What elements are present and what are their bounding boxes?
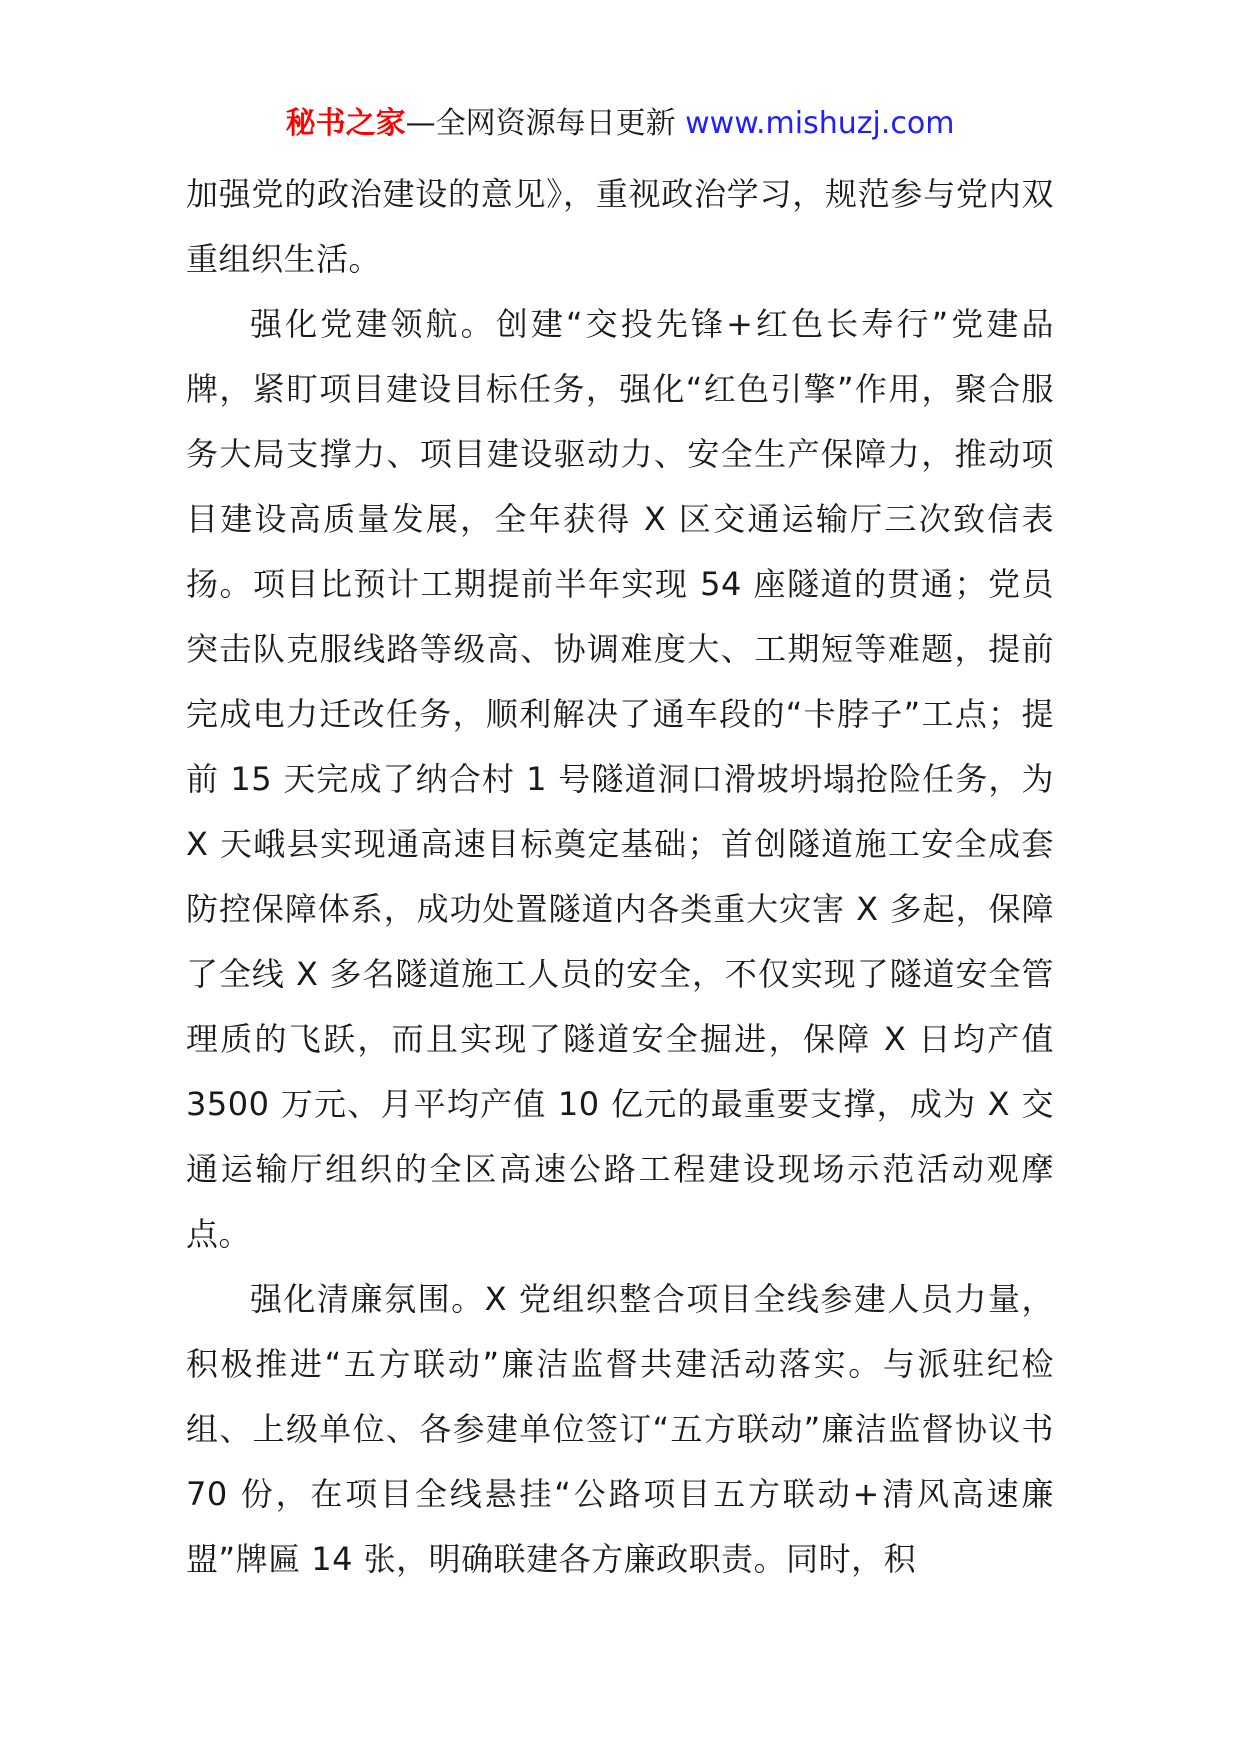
paragraph-party-building: 强化党建领航。创建“交投先锋+红色长寿行”党建品牌，紧盯项目建设目标任务，强化“红色引擎”作用，聚合服务大局支撑力、项目建设驱动力、安全生产保障力，推动项目建设高质量发展，全年获得 X 区交通运输厅三次致信表扬。项目比预计工期提前半年实现 54 座隧道的贯通；党员突击队克服线路等级高、协调难度大、工期短等难题，提前完成电力迁改任务，顺利解决了通车段的“卡脖子”工点；提前 15 天完成了纳合村 1 号隧道洞口滑坡坍塌抢险任务，为 X 天峨县实现通高速目标奠定基础；首创隧道施工安全成套防控保障体系，成功处置隧道内各类重大灾害 X 多起，保障了全线 X 多名隧道施工人员的安全，不仅实现了隧道安全管理质的飞跃，而且实现了隧道安全掘进，保障 X 日均产值 3500 万元、月平均产值 10 亿元的最重要支撑，成为 X 交通运输厅组织的全区高速公路工程建设现场示范活动观摩点。 bbox=[186, 305, 1054, 1253]
site-url-link[interactable]: www.mishuzj.com bbox=[685, 106, 955, 141]
paragraph-integrity: 强化清廉氛围。X 党组织整合项目全线参建人员力量，积极推进“五方联动”廉洁监督共建活动落实。与派驻纪检组、上级单位、各参建单位签订“五方联动”廉洁监督协议书 70 份，在项目全线悬挂“公路项目五方联动+清风高速廉盟”牌匾 14 张，明确联建各方廉政职责。同时，积 bbox=[186, 1280, 1054, 1578]
paragraph-continuation: 加强党的政治建设的意见》，重视政治学习，规范参与党内双重组织生活。 bbox=[186, 175, 1054, 278]
document-body bbox=[186, 162, 1054, 1592]
site-tagline: —全网资源每日更新 bbox=[405, 106, 676, 141]
site-brand: 秘书之家 bbox=[285, 106, 406, 141]
site-header bbox=[0, 104, 1240, 144]
